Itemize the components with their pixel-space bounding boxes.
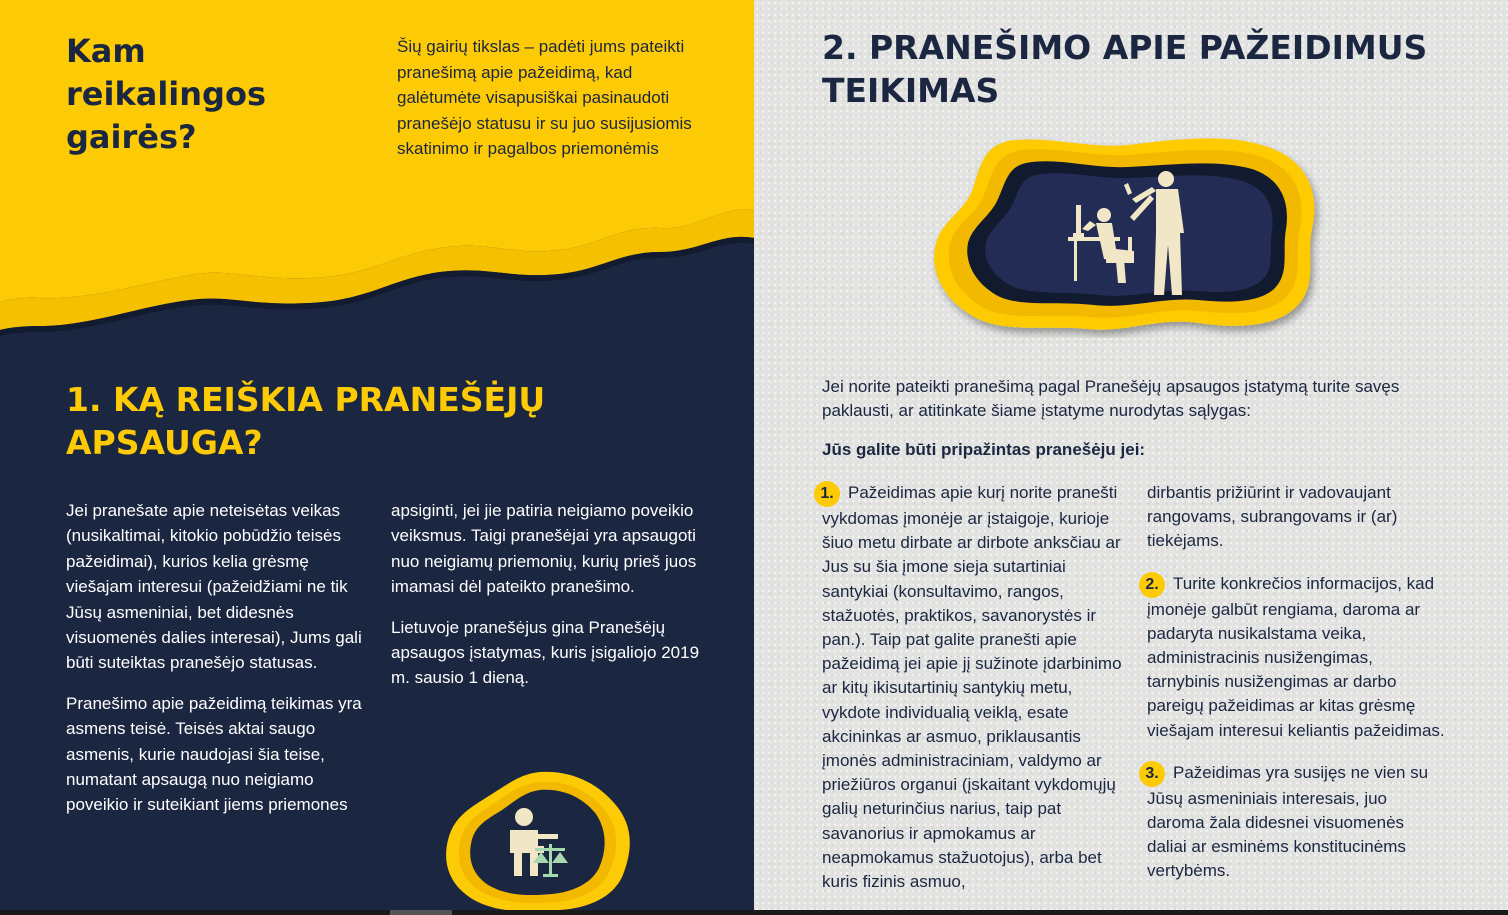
eligibility-heading: Jūs galite būti pripažintas pranešėju jei:	[822, 440, 1146, 459]
person-justice-scale-illustration	[440, 768, 640, 915]
paragraph: Pranešimo apie pažeidimą teikimas yra asmens teisė. Teisės aktai saugo asmenis, kurie naudojasi šia teise, numatant apsaugą nuo neigiamo poveikio ir suteikiant jiems priemones	[66, 693, 362, 815]
viewer-scroll-indicator[interactable]	[390, 910, 452, 915]
section-1-title: 1. KĄ REIŠKIA PRANEŠĖJŲ APSAUGA?	[66, 380, 546, 462]
guidelines-purpose-heading: Kam reikalingos gairės?	[66, 32, 266, 156]
number-badge: 1.	[814, 481, 840, 507]
number-badge: 2.	[1139, 572, 1165, 598]
section-1-column-a	[66, 498, 371, 833]
condition-text: Pažeidimas yra susijęs ne vien su Jūsų asmeniniais interesais, juo daroma žala didesnei visuomenės daliai ar esminėms konstitucinėms vertybėms.	[1147, 762, 1429, 881]
stressed-worker-illustration	[928, 133, 1328, 338]
viewer-bottom-bar	[0, 910, 1508, 915]
condition-item-2	[1147, 572, 1447, 743]
section-2-intro: Jei norite pateikti pranešimą pagal Pranešėjų apsaugos įstatymą turite savęs paklausti, ar atitinkate šiame įstatyme nurodytas sąlygas:	[822, 377, 1400, 420]
condition-item-1-continued: dirbantis prižiūrint ir vadovaujant rangovams, subrangovams ir (ar) tiekėjams.	[1147, 483, 1398, 551]
section-2-title: 2. PRANEŠIMO APIE PAŽEIDIMUS TEIKIMAS	[822, 28, 1428, 110]
section-1-column-b	[391, 498, 701, 706]
condition-text: Turite konkrečios informacijos, kad įmonėje galbūt rengiama, daroma ar padaryta nusikalstama veika, administracinis nusižengimas, tarnybinis nusižengimas ar darbo pareigų pažeidimas ar kitas grėsmę viešajam interesui keliantis pažeidimas.	[1147, 573, 1445, 740]
conditions-column-2	[1147, 481, 1447, 902]
condition-item-1	[822, 481, 1122, 894]
condition-text: Pažeidimas apie kurį norite pranešti vykdomas įmonėje ar įstaigoje, kurioje šiuo metu dirbate ar dirbote anksčiau ar Jus su šia įmone sieja sutartiniai santykiai (konsultavimo, rangos, stažuotės, praktikos, savanorystės ir pan.). Taip pat galite pranešti apie pažeidimą jei apie jį sužinote įdarbinimo ar kitų ikisutartinių santykių metu, vykdote individualią veiklą, esate akcininkas ar asmuo, priklausantis įmonės administraciniam, valdymo ar priežiūros organui (įskaitant vykdomųjų galių neturinčius narius, taip pat savanorius ir apmokamus ar neapmokamus stažuotojus), arba bet kuris fizinis asmuo,	[822, 483, 1122, 892]
condition-item-3	[1147, 761, 1447, 884]
paragraph: Lietuvoje pranešėjus gina Pranešėjų apsaugos įstatymas, kuris įsigaliojo 2019 m. sausio 1 dieną.	[391, 617, 700, 688]
paragraph: apsiginti, jei jie patiria neigiamo poveikio veiksmus. Taigi pranešėjai yra apsaugoti nuo neigiamų priemonių, kurių prieš juos imamasi dėl pateikto pranešimo.	[391, 501, 697, 597]
number-badge: 3.	[1139, 761, 1165, 787]
paragraph: Jei pranešate apie neteisėtas veikas (nusikaltimai, kitokio pobūdžio teisės pažeidimai), kurios kelia grėsmę viešajam interesui (pažeidžiami ne tik Jūsų asmeniniai, bet didesnės visuomenės dalies interesai), Jums gali būti suteiktas pranešėjo statusas.	[66, 501, 362, 673]
guidelines-purpose-text: Šių gairių tikslas – padėti jums pateikti pranešimą apie pažeidimą, kad galėtumėte visapusiškai pasinaudoti pranešėjo statusu ir su juo susijusiomis skatinimo ir pagalbos priemonėmis	[397, 37, 692, 158]
